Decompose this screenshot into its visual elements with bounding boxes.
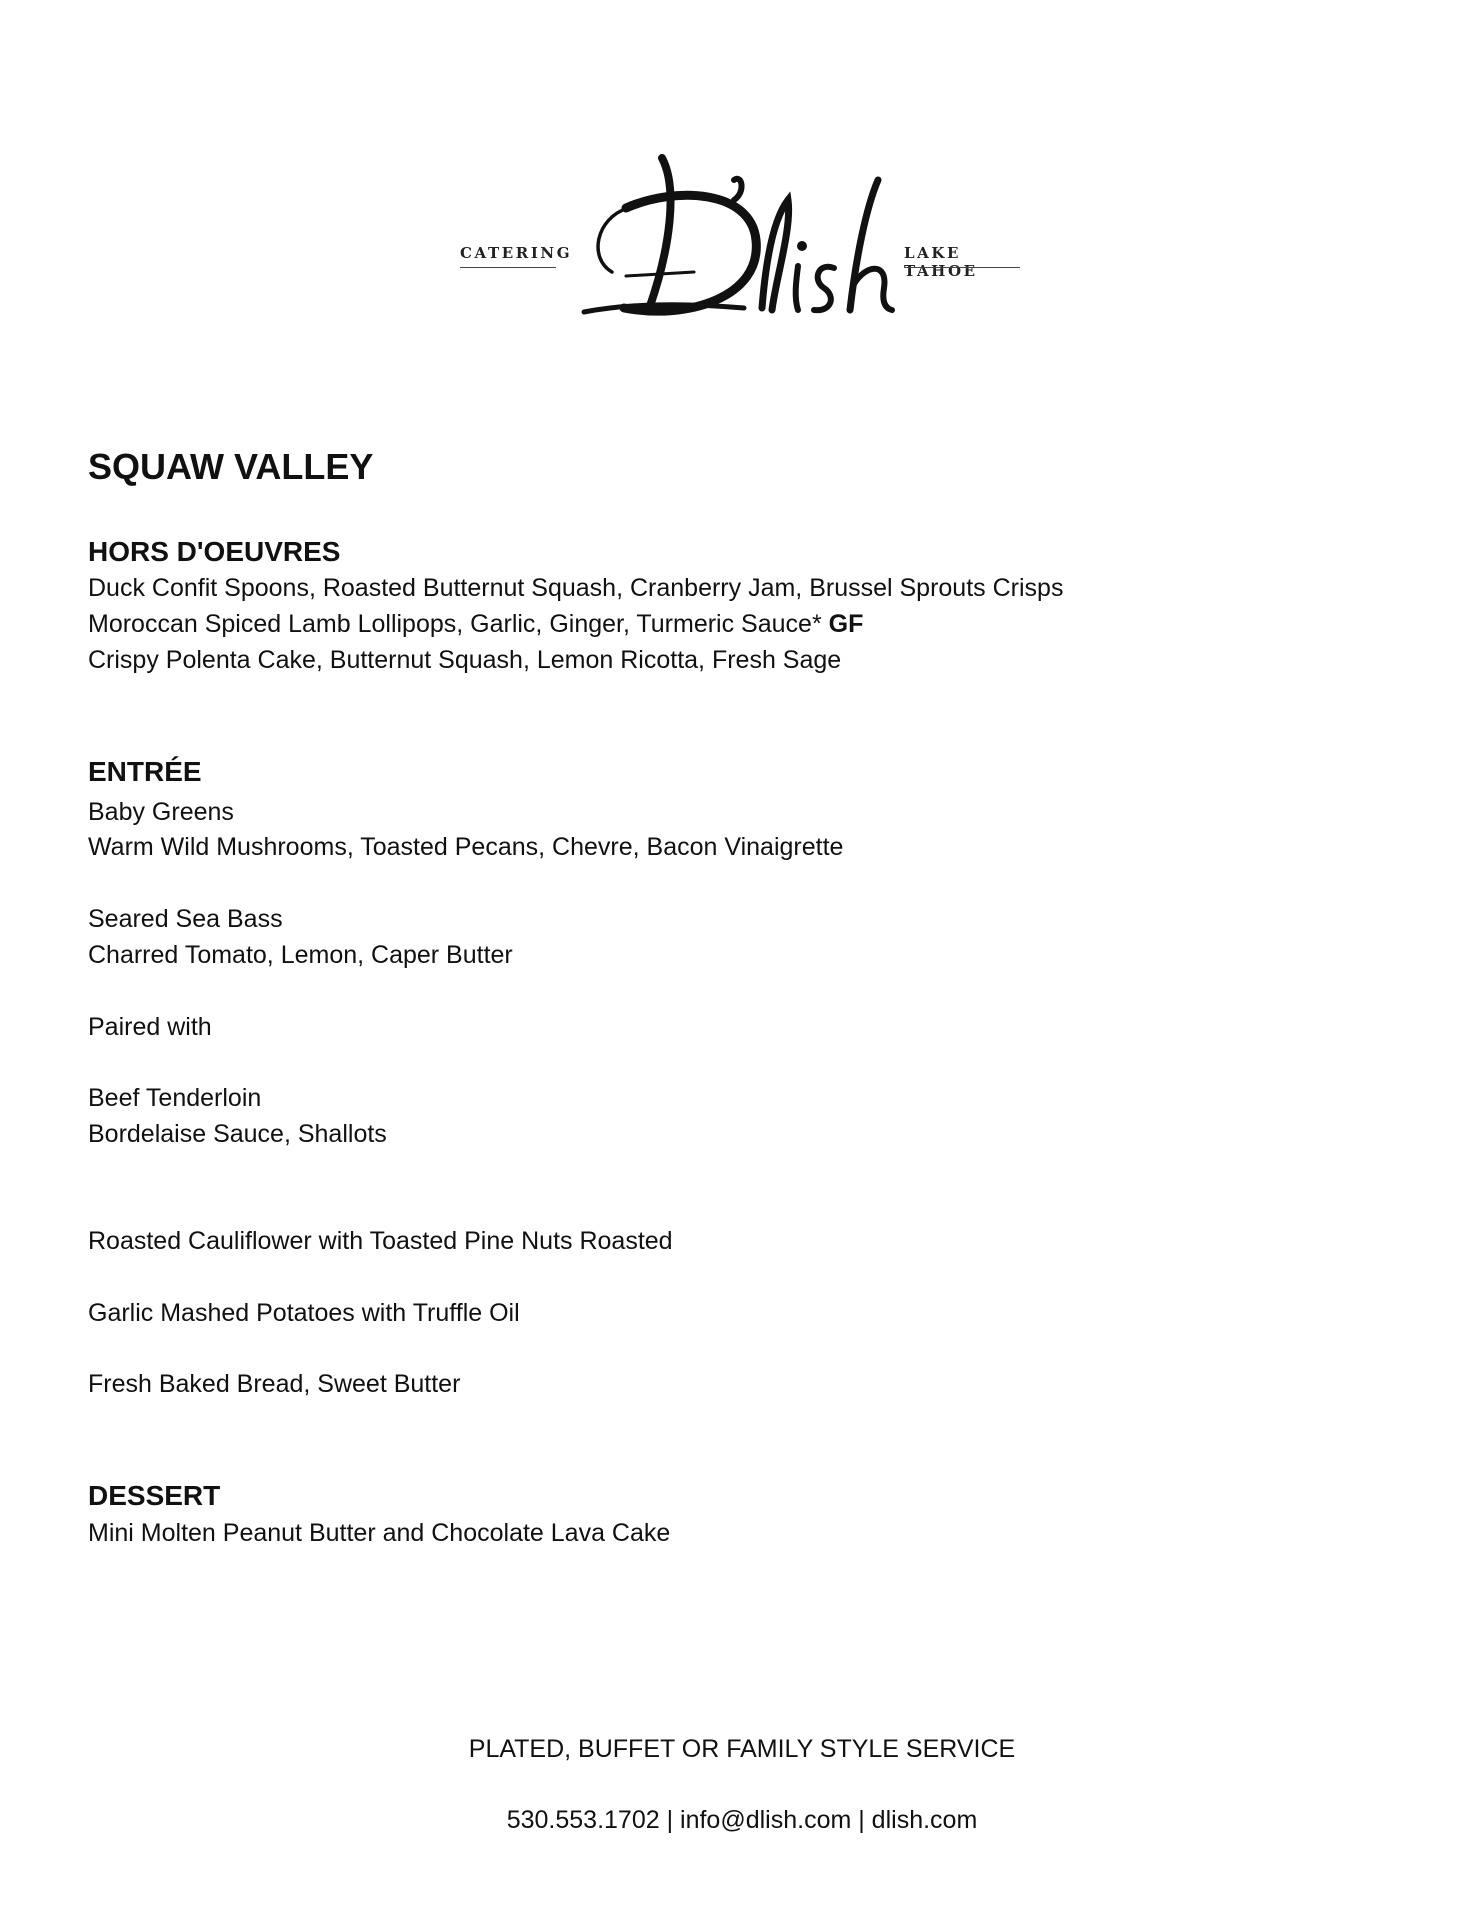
gf-tag: GF bbox=[828, 610, 864, 638]
logo-rule-left bbox=[460, 267, 556, 268]
hors-doeuvres-heading: HORS D'OEUVRES bbox=[88, 536, 341, 567]
hors-doeuvre-item: Crispy Polenta Cake, Butternut Squash, Lemon Ricotta, Fresh Sage bbox=[88, 646, 842, 674]
logo-rule-right bbox=[904, 267, 1020, 268]
fish-name: Seared Sea Bass bbox=[88, 905, 283, 933]
hors-doeuvre-item: Duck Confit Spoons, Roasted Butternut Squash, Cranberry Jam, Brussel Sprouts Crisps bbox=[88, 574, 1064, 602]
menu-title: SQUAW VALLEY bbox=[88, 446, 374, 487]
fish-description: Charred Tomato, Lemon, Caper Butter bbox=[88, 941, 513, 969]
side-item: Fresh Baked Bread, Sweet Butter bbox=[88, 1370, 461, 1398]
paired-with-text: Paired with bbox=[88, 1013, 212, 1041]
hors-doeuvre-item bbox=[88, 609, 863, 639]
beef-description: Bordelaise Sauce, Shallots bbox=[88, 1120, 387, 1148]
dlish-script-logo bbox=[566, 148, 896, 328]
dessert-heading: DESSERT bbox=[88, 1480, 221, 1511]
logo-lake-tahoe-text: LAKE TAHOE bbox=[904, 244, 978, 280]
salad-name: Baby Greens bbox=[88, 798, 234, 826]
side-item: Roasted Cauliflower with Toasted Pine Nuts Roasted bbox=[88, 1227, 673, 1255]
logo bbox=[460, 148, 1020, 328]
entree-heading: ENTRÉE bbox=[88, 756, 202, 787]
dessert-item: Mini Molten Peanut Butter and Chocolate Lava Cake bbox=[88, 1519, 671, 1547]
contact-info: 530.553.1702 | info@dlish.com | dlish.com bbox=[506, 1806, 978, 1834]
side-item: Garlic Mashed Potatoes with Truffle Oil bbox=[88, 1299, 520, 1327]
hors-doeuvre-item-text: Moroccan Spiced Lamb Lollipops, Garlic, Ginger, Turmeric Sauce* bbox=[88, 610, 829, 638]
service-options: PLATED, BUFFET OR FAMILY STYLE SERVICE bbox=[468, 1735, 1016, 1763]
salad-description: Warm Wild Mushrooms, Toasted Pecans, Chevre, Bacon Vinaigrette bbox=[88, 833, 844, 861]
logo-catering-text: CATERING bbox=[460, 244, 573, 262]
beef-name: Beef Tenderloin bbox=[88, 1084, 262, 1112]
